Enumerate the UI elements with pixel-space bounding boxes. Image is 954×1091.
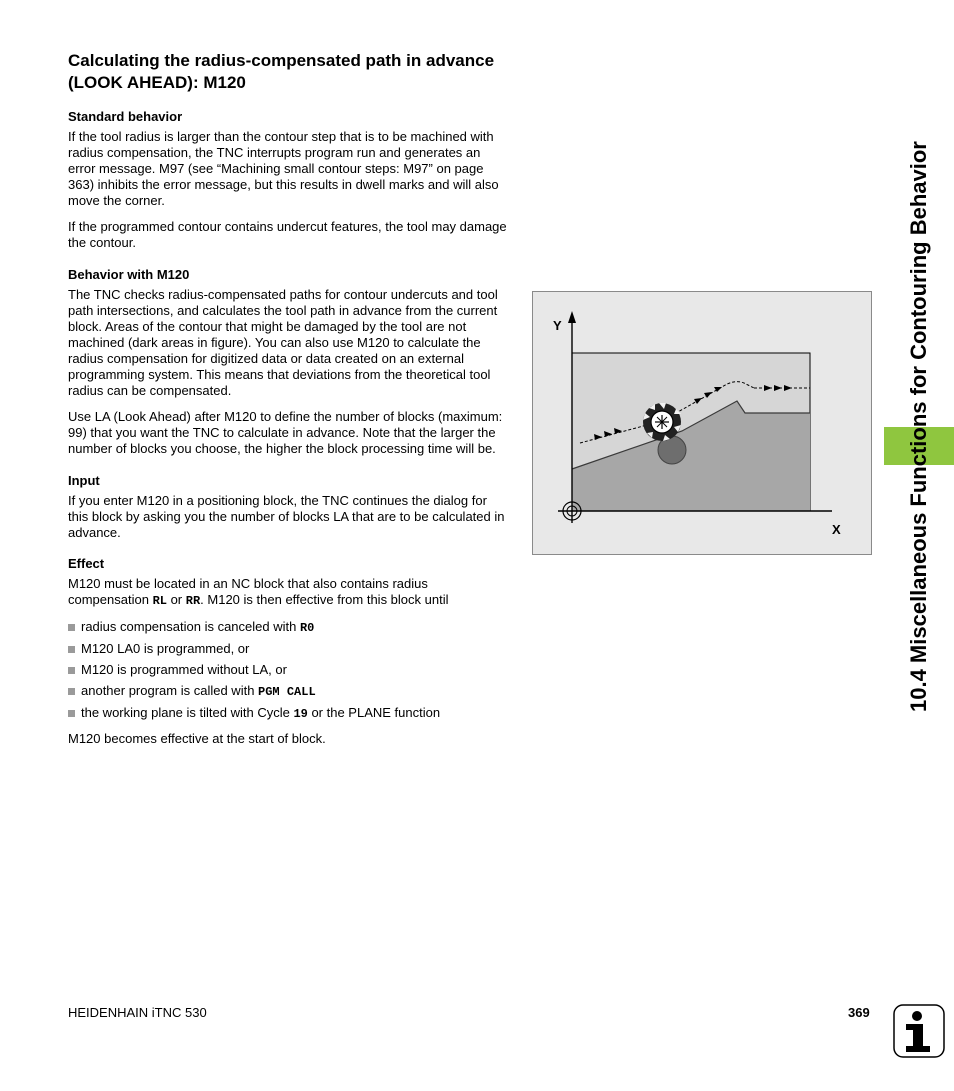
list-item bbox=[68, 705, 510, 722]
bullet-icon bbox=[68, 646, 75, 653]
section-title-standard: Standard behavior bbox=[68, 109, 183, 124]
text-run: or bbox=[166, 592, 186, 607]
text-run: another program is called with bbox=[81, 683, 259, 698]
text-run: the working plane is tilted with Cycle bbox=[81, 705, 294, 720]
paragraph bbox=[68, 576, 510, 609]
text-run: . M120 is then effective from this block until bbox=[200, 592, 449, 607]
list-item bbox=[68, 641, 510, 657]
section-title-effect: Effect bbox=[68, 556, 105, 571]
code-rl: RL bbox=[152, 594, 167, 608]
code-cycle-19: 19 bbox=[293, 707, 308, 721]
footer-product: HEIDENHAIN iTNC 530 bbox=[68, 1005, 207, 1020]
code-r0: R0 bbox=[299, 621, 315, 635]
look-ahead-figure bbox=[532, 291, 872, 555]
milling-cutter-icon bbox=[643, 403, 681, 441]
paragraph: If the programmed contour contains undercut features, the tool may damage the contour. bbox=[68, 219, 507, 250]
text-run: M120 LA0 is programmed, or bbox=[81, 641, 250, 656]
bullet-icon bbox=[68, 688, 75, 695]
paragraph: The TNC checks radius-compensated paths for contour undercuts and tool path intersections, and calculates the tool path in advance from the current block. Areas of the contour that might be damaged by the tool are not machined (dark areas in figure). You can also use M120 to calculate the radius compensation for digitized data or data created on an external programming system. This means that deviations from the theoretical tool radius can be compensated. bbox=[68, 287, 498, 398]
section-title-input: Input bbox=[68, 473, 100, 488]
chapter-side-title: 10.4 Miscellaneous Functions for Contouring Behavior bbox=[906, 141, 931, 712]
paragraph: If you enter M120 in a positioning block, the TNC continues the dialog for this block by asking you the number of blocks LA that are to be calculated in advance. bbox=[68, 493, 505, 540]
main-content bbox=[68, 50, 510, 757]
bullet-icon bbox=[68, 667, 75, 674]
text-run: M120 is programmed without LA, or bbox=[81, 662, 287, 677]
paragraph: M120 becomes effective at the start of block. bbox=[68, 731, 326, 746]
info-icon bbox=[893, 1004, 945, 1058]
section-title-behavior: Behavior with M120 bbox=[68, 267, 190, 282]
list-item bbox=[68, 619, 510, 636]
paragraph: If the tool radius is larger than the contour step that is to be machined with radius compensation, the TNC interrupts program run and generates an error message. M97 (see “Machining small contour steps: M97” on page 363) inhibits the error message, but this results in dwell marks and will also move the corner. bbox=[68, 129, 499, 208]
text-run: M120 must be located in an NC block that also contains radius compensation bbox=[68, 576, 428, 607]
x-axis-label: X bbox=[832, 522, 841, 537]
list-item bbox=[68, 683, 510, 700]
bullet-icon bbox=[68, 624, 75, 631]
page-number: 369 bbox=[848, 1005, 870, 1020]
code-pgm-call: PGM CALL bbox=[258, 685, 316, 699]
paragraph: Use LA (Look Ahead) after M120 to define the number of blocks (maximum: 99) that you want the TNC to calculate in advance. Note that the larger the number of blocks you choose, the higher the block processing time will be. bbox=[68, 409, 503, 456]
bullet-icon bbox=[68, 710, 75, 717]
list-item bbox=[68, 662, 510, 678]
page-heading: Calculating the radius-compensated path in advance (LOOK AHEAD): M120 bbox=[68, 51, 495, 92]
effect-list bbox=[68, 619, 510, 722]
code-rr: RR bbox=[185, 594, 201, 608]
text-run: or the PLANE function bbox=[307, 705, 441, 720]
y-axis-label: Y bbox=[553, 318, 562, 333]
text-run: radius compensation is canceled with bbox=[81, 619, 300, 634]
